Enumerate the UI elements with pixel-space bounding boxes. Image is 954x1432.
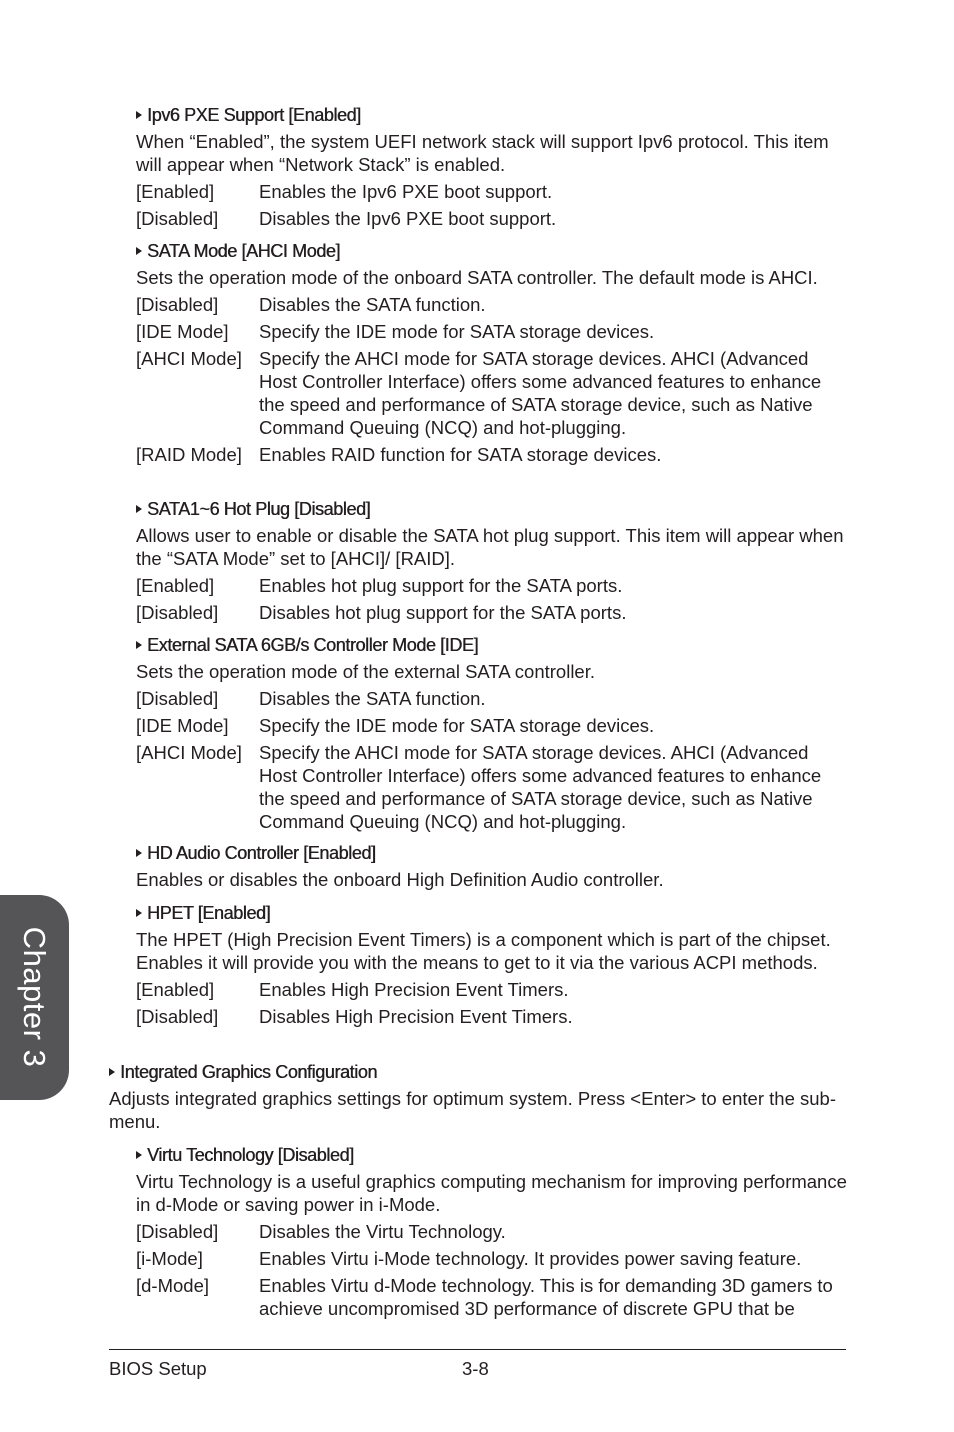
setting-heading (136, 498, 848, 521)
setting-description: Allows user to enable or disable the SATA hot plug support. This item will appear when the “SATA Mode” set to [AHCI]/ [RAID]. (136, 525, 844, 569)
setting-heading (136, 634, 848, 657)
setting-description: The HPET (High Precision Event Timers) is a component which is part of the chipset. Enables it will provide you with the means to get to it via the various ACPI methods. (136, 929, 831, 973)
option-row (136, 180, 848, 203)
option-text: Disables High Precision Event Timers. (259, 1006, 573, 1027)
triangle-bullet-icon (136, 247, 142, 255)
option-key: [Disabled] (136, 688, 219, 709)
option-row (136, 1274, 848, 1320)
option-row (136, 1005, 848, 1028)
option-key: [Disabled] (136, 208, 219, 229)
option-key: [Disabled] (136, 602, 219, 623)
setting-heading (136, 240, 848, 263)
option-text: Disables the Virtu Technology. (259, 1221, 506, 1242)
setting-integrated-graphics-configuration (109, 1061, 848, 1133)
setting-sata-mode (136, 240, 848, 466)
option-row (136, 443, 848, 466)
setting-heading-text: Virtu Technology [Disabled] (147, 1145, 354, 1165)
option-row (136, 714, 848, 737)
triangle-bullet-icon (109, 1068, 115, 1076)
option-key: [IDE Mode] (136, 321, 229, 342)
option-text: Specify the IDE mode for SATA storage devices. (259, 715, 655, 736)
footer-divider (109, 1349, 846, 1350)
option-key: [RAID Mode] (136, 444, 242, 465)
setting-virtu-technology (136, 1144, 848, 1320)
triangle-bullet-icon (136, 1151, 142, 1159)
chapter-label: Chapter 3 (17, 926, 52, 1068)
chapter-side-tab (0, 895, 69, 1100)
option-key: [AHCI Mode] (136, 348, 242, 369)
setting-hpet (136, 902, 848, 1028)
option-text: Enables the Ipv6 PXE boot support. (259, 181, 553, 202)
option-row (136, 687, 848, 710)
option-row (136, 207, 848, 230)
option-row (136, 741, 848, 833)
option-key: [AHCI Mode] (136, 742, 242, 763)
triangle-bullet-icon (136, 641, 142, 649)
setting-description: Sets the operation mode of the onboard SATA controller. The default mode is AHCI. (136, 267, 818, 288)
setting-heading (136, 104, 848, 127)
option-row (136, 1220, 848, 1243)
option-row (136, 293, 848, 316)
footer-title: BIOS Setup (109, 1358, 207, 1379)
option-key: [Enabled] (136, 979, 215, 1000)
footer-page-number: 3-8 (462, 1358, 489, 1379)
setting-ipv6-pxe-support (136, 104, 848, 230)
setting-sata-hot-plug (136, 498, 848, 624)
option-key: [Disabled] (136, 1221, 219, 1242)
option-text: Enables Virtu d-Mode technology. This is for demanding 3D gamers to achieve uncompromised 3D performance of discrete GPU that be (259, 1275, 833, 1319)
triangle-bullet-icon (136, 909, 142, 917)
setting-description: When “Enabled”, the system UEFI network stack will support Ipv6 protocol. This item will appear when “Network Stack” is enabled. (136, 131, 829, 175)
option-text: Specify the AHCI mode for SATA storage devices. AHCI (Advanced Host Controller Interface) offers some advanced features to enhance the speed and performance of SATA storage device, such as Native Command Queuing (NCQ) and hot-plugging. (259, 348, 822, 438)
triangle-bullet-icon (136, 111, 142, 119)
option-text: Enables Virtu i-Mode technology. It provides power saving feature. (259, 1248, 802, 1269)
setting-heading (109, 1061, 848, 1084)
option-text: Disables the Ipv6 PXE boot support. (259, 208, 557, 229)
option-key: [Disabled] (136, 1006, 219, 1027)
option-text: Enables RAID function for SATA storage devices. (259, 444, 662, 465)
option-text: Disables the SATA function. (259, 294, 486, 315)
setting-description: Virtu Technology is a useful graphics computing mechanism for improving performance in d-Mode or saving power in i-Mode. (136, 1171, 847, 1215)
setting-heading-text: SATA1~6 Hot Plug [Disabled] (147, 499, 371, 519)
option-row (136, 601, 848, 624)
setting-heading-text: Ipv6 PXE Support [Enabled] (147, 105, 361, 125)
option-key: [d-Mode] (136, 1275, 210, 1296)
setting-external-sata-controller-mode (136, 634, 848, 833)
option-key: [i-Mode] (136, 1248, 203, 1269)
setting-heading (136, 842, 848, 865)
option-text: Enables High Precision Event Timers. (259, 979, 569, 1000)
setting-heading-text: SATA Mode [AHCI Mode] (147, 241, 341, 261)
option-key: [Enabled] (136, 575, 215, 596)
option-row (136, 574, 848, 597)
triangle-bullet-icon (136, 505, 142, 513)
setting-description: Sets the operation mode of the external SATA controller. (136, 661, 595, 682)
setting-heading-text: HPET [Enabled] (147, 903, 271, 923)
option-row (136, 1247, 848, 1270)
option-row (136, 978, 848, 1001)
option-text: Specify the IDE mode for SATA storage devices. (259, 321, 655, 342)
setting-description: Adjusts integrated graphics settings for optimum system. Press <Enter> to enter the sub-menu. (109, 1088, 836, 1132)
option-row (136, 347, 848, 439)
option-row (136, 320, 848, 343)
setting-heading-text: HD Audio Controller [Enabled] (147, 843, 376, 863)
option-key: [IDE Mode] (136, 715, 229, 736)
setting-heading (136, 1144, 848, 1167)
setting-heading-text: External SATA 6GB/s Controller Mode [IDE] (147, 635, 479, 655)
option-text: Enables hot plug support for the SATA ports. (259, 575, 623, 596)
setting-description: Enables or disables the onboard High Definition Audio controller. (136, 869, 664, 890)
option-key: [Disabled] (136, 294, 219, 315)
setting-heading (136, 902, 848, 925)
option-text: Disables hot plug support for the SATA ports. (259, 602, 627, 623)
setting-heading-text: Integrated Graphics Configuration (120, 1062, 377, 1082)
option-text: Specify the AHCI mode for SATA storage devices. AHCI (Advanced Host Controller Interface) offers some advanced features to enhance the speed and performance of SATA storage device, such as Native Command Queuing (NCQ) and hot-plugging. (259, 742, 822, 832)
option-key: [Enabled] (136, 181, 215, 202)
triangle-bullet-icon (136, 849, 142, 857)
option-text: Disables the SATA function. (259, 688, 486, 709)
setting-hd-audio-controller (136, 842, 848, 891)
